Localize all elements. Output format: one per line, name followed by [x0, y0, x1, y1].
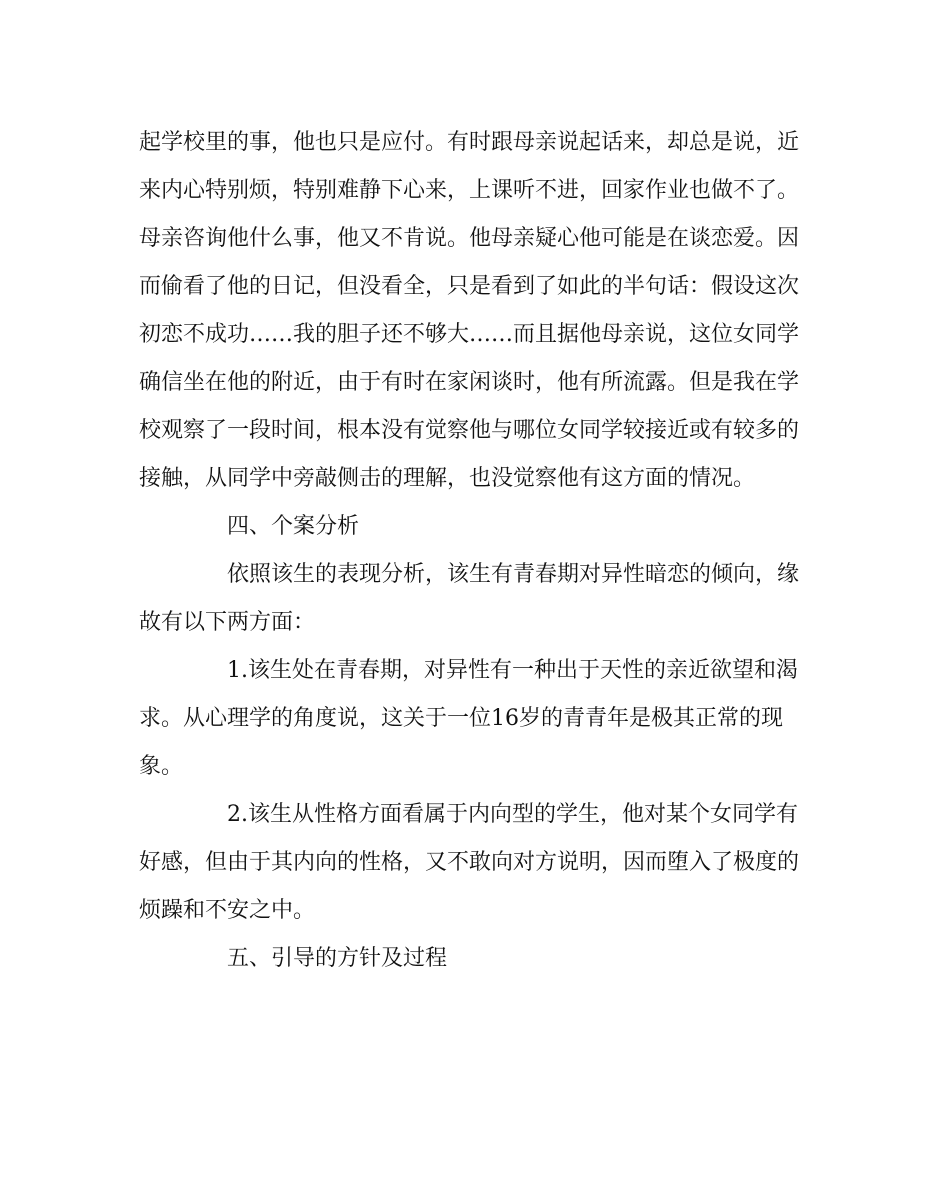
paragraph-line: 而偷看了他的日记，但没看全，只是看到了如此的半句话：假设这次 — [139, 274, 800, 299]
paragraph-line: 校观察了一段时间，根本没有觉察他与哪位女同学较接近或有较多的 — [139, 418, 800, 443]
paragraph-line: 接触，从同学中旁敲侧击的理解，也没觉察他有这方面的情况。 — [139, 466, 756, 491]
list-item-line: 求。从心理学的角度说，这关于一位16岁的青青年是极其正常的现 — [139, 706, 783, 731]
paragraph-line: 来内心特别烦，特别难静下心来，上课听不进，回家作业也做不了。 — [139, 178, 800, 203]
document-body — [139, 119, 799, 983]
section-heading: 五、引导的方针及过程 — [227, 946, 448, 971]
section-heading: 四、个案分析 — [227, 514, 360, 539]
paragraph-line: 故有以下两方面： — [139, 610, 316, 635]
list-item-line: 象。 — [139, 754, 184, 779]
paragraph-line: 起学校里的事，他也只是应付。有时跟母亲说起话来，却总是说，近 — [139, 130, 800, 155]
paragraph-line: 确信坐在他的附近，由于有时在家闲谈时，他有所流露。但是我在学 — [139, 370, 800, 395]
list-item-line: 1.该生处在青春期，对异性有一种出于天性的亲近欲望和渴 — [227, 658, 798, 683]
list-item-line: 2.该生从性格方面看属于内向型的学生，他对某个女同学有 — [227, 802, 798, 827]
list-item-line: 烦躁和不安之中。 — [139, 898, 316, 923]
paragraph-line: 母亲咨询他什么事，他又不肯说。他母亲疑心他可能是在谈恋爱。因 — [139, 226, 800, 251]
paragraph-line: 初恋不成功……我的胆子还不够大……而且据他母亲说，这位女同学 — [139, 322, 800, 347]
list-item-line: 好感，但由于其内向的性格，又不敢向对方说明，因而堕入了极度的 — [139, 850, 800, 875]
paragraph-line: 依照该生的表现分析，该生有青春期对异性暗恋的倾向，缘 — [227, 562, 800, 587]
